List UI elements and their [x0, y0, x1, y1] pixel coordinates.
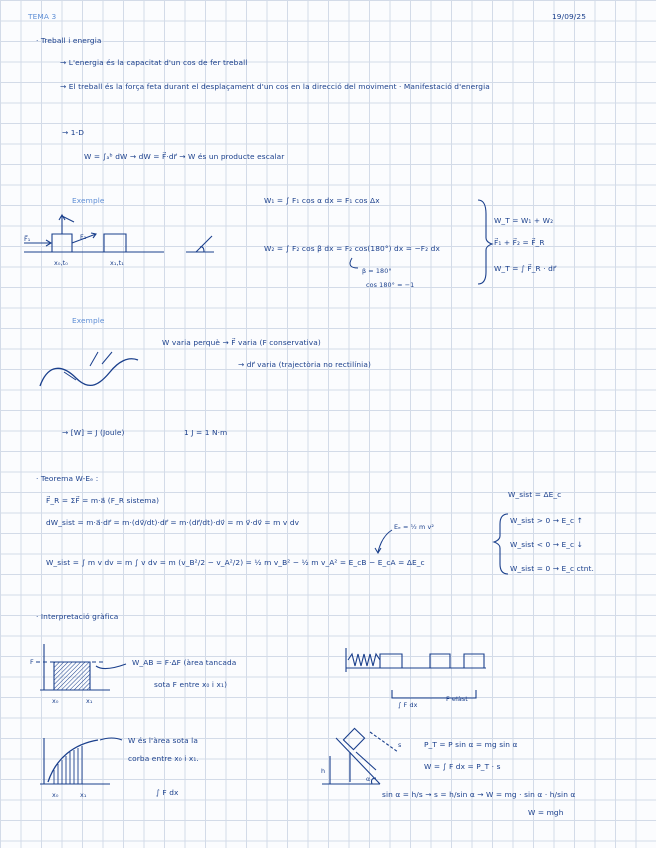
incline-alpha-label: α: [366, 775, 371, 783]
theorem-case-negative: W_sist < 0 → E_c ↓: [510, 540, 583, 549]
section-heading-theorem: · Teorema W-Eₑ :: [36, 474, 99, 483]
incline-block: [343, 728, 364, 749]
cos-note: cos 180° = −1: [366, 281, 415, 289]
spring-block-2: [430, 654, 450, 668]
position-label-initial: x₀,t₀: [54, 259, 68, 267]
note-line-work: → El treball és la força feta durant el desplaçament d'un cos en la direcció del moviment · Manifestació d'energia: [60, 82, 490, 91]
graph1-area: [54, 662, 90, 690]
kinetic-energy-def: Eₑ = ½ m v²: [394, 523, 435, 531]
theorem-line-1: F⃗_R = ΣF⃗ = m·a⃗ (F_R sistema): [46, 496, 160, 505]
work-definition: W = ∫ₐᵇ dW → dW = F⃗·dr⃗ → W és un producte escalar: [84, 152, 285, 161]
incline-eq-1: P_T = P sin α = mg sin α: [424, 740, 518, 749]
spring-integral: ∫ F dx: [398, 701, 418, 709]
graph2-integral: ∫ F dx: [156, 788, 179, 797]
force-label-2: F₂: [80, 233, 87, 241]
section-heading-graphic: · Interpretació gràfica: [36, 612, 119, 621]
theorem-line-3: W_sist = ∫ m v dv = m ∫ v dv = m (v_B²/2 − v_A²/2) = ½ m v_B² − ½ m v_A² = E_cB − E_cA = ΔE_c: [46, 558, 425, 567]
page-title: TEMA 3: [28, 12, 57, 21]
graph1-note-a: W_AB = F·ΔF (àrea tancada: [132, 658, 237, 667]
incline-h-label: h: [321, 767, 326, 775]
incline-s-line: [370, 732, 398, 752]
graph2-note-a: W és l'àrea sota la: [128, 736, 198, 745]
spring-force-label: F elàst: [446, 695, 468, 703]
note-line-energy: → L'energia és la capacitat d'un cos de fer treball: [60, 58, 248, 67]
graph2-x1-label: x₁: [80, 791, 87, 799]
spring-block-3: [464, 654, 484, 668]
theorem-line-2: dW_sist = m·a⃗·dr⃗ = m·(dv⃗/dt)·dr⃗ = m·(dr⃗/dt)·dv⃗ = m v⃗·dv⃗ = m v dv: [46, 518, 300, 527]
example-label-1: Exemple: [72, 196, 105, 205]
graph2-curve: [48, 740, 98, 782]
graph1-note-b: sota F entre x₀ i x₁): [154, 680, 228, 689]
incline-s-label: s: [398, 741, 402, 749]
force-label-1: F⃗₁: [24, 235, 31, 243]
graph1-x1-label: x₁: [86, 697, 93, 705]
theorem-case-positive: W_sist > 0 → E_c ↑: [510, 516, 583, 525]
incline-eq-3: sin α = h/s → s = h/sin α → W = mg · sin α · h/sin α: [382, 790, 576, 799]
graph1-callout: [96, 664, 126, 669]
note-line-1d: → 1-D: [62, 128, 85, 137]
joule-definition: 1 J = 1 N·m: [184, 428, 228, 437]
force-sum: F⃗₁ + F⃗₂ = F⃗_R: [494, 238, 545, 247]
spring-coil: [348, 654, 380, 666]
graph2-callout: [100, 738, 122, 740]
beta-note: β = 180°: [362, 267, 392, 275]
spring-block-1: [380, 654, 402, 668]
total-work-integral: W_T = ∫ F⃗_R · dr⃗: [494, 264, 557, 273]
incline-weight-component: [356, 752, 376, 770]
total-work: W_T = W₁ + W₂: [494, 216, 554, 225]
incline-eq-2: W = ∫ F dx = P_T · s: [424, 762, 501, 771]
graph1-x0-label: x₀: [52, 697, 59, 705]
example-label-2: Exemple: [72, 316, 105, 325]
theorem-case-zero: W_sist = 0 → E_c ctnt.: [510, 564, 595, 573]
theorem-result: W_sist = ΔE_c: [508, 490, 562, 499]
position-label-final: x₁,t₁: [110, 259, 124, 267]
page-date: 19/09/25: [552, 12, 586, 21]
graph2-note-b: corba entre x₀ i x₁.: [128, 754, 199, 763]
graph2-x0-label: x₀: [52, 791, 59, 799]
work-w2: W₂ = ∫ F₂ cos β dx = F₂ cos(180°) dx = −F₂ dx: [264, 244, 440, 253]
example-2-line-a: W varia perquè → F⃗ varia (F conservativa): [162, 338, 321, 347]
graph1-f-label: F: [30, 658, 34, 666]
example-2-line-b: → dr⃗ varia (trajectòria no rectilínia): [238, 360, 371, 369]
incline-eq-4: W = mgh: [528, 808, 564, 817]
section-heading-work-energy: · Treball i energia: [36, 36, 102, 45]
work-w1: W₁ = ∫ F₁ cos α dx = F₁ cos Δx: [264, 196, 380, 205]
unit-line: → [W] = J (Joule): [62, 428, 125, 437]
